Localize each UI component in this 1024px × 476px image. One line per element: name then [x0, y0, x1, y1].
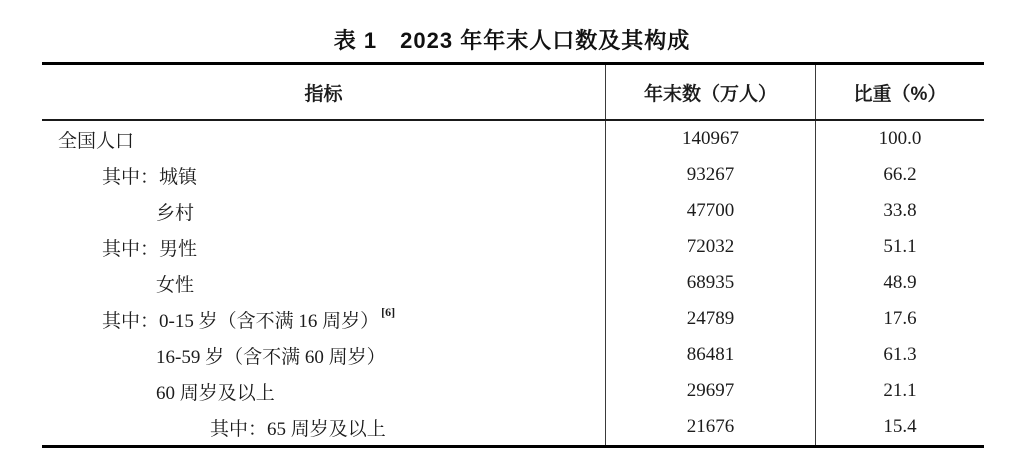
footnote-ref: [6] — [381, 305, 396, 319]
indicator-cell — [42, 409, 605, 445]
indicator-cell — [42, 337, 605, 373]
value-cell: 47700 — [605, 193, 815, 229]
table-row — [42, 337, 984, 373]
value-cell: 29697 — [605, 373, 815, 409]
table-row — [42, 265, 984, 301]
indicator-cell — [42, 121, 605, 157]
table-row — [42, 157, 984, 193]
table-header-row — [42, 65, 984, 121]
indicator-label: 其中：65 周岁及以上 — [210, 418, 386, 440]
share-cell: 48.9 — [815, 265, 984, 301]
share-cell: 66.2 — [815, 157, 984, 193]
header-cell-indicator: 指标 — [304, 83, 343, 105]
population-table — [42, 62, 984, 448]
page-title: 表 1 2023 年年末人口数及其构成 — [333, 28, 691, 53]
share-cell: 100.0 — [815, 121, 984, 157]
share-cell: 21.1 — [815, 373, 984, 409]
share-cell: 17.6 — [815, 301, 984, 337]
indicator-label: 16-59 岁（含不满 60 周岁） — [156, 346, 386, 368]
share-cell: 33.8 — [815, 193, 984, 229]
value-cell: 68935 — [605, 265, 815, 301]
share-cell: 61.3 — [815, 337, 984, 373]
table-row — [42, 301, 984, 337]
indicator-label: 其中：城镇 — [102, 166, 198, 188]
indicator-cell — [42, 301, 605, 337]
indicator-cell — [42, 193, 605, 229]
header-cell-yearend-number: 年末数（万人） — [605, 65, 815, 119]
value-cell: 24789 — [605, 301, 815, 337]
table-row — [42, 409, 984, 445]
table-row — [42, 229, 984, 265]
indicator-cell — [42, 373, 605, 409]
value-cell: 93267 — [605, 157, 815, 193]
share-cell: 51.1 — [815, 229, 984, 265]
share-cell: 15.4 — [815, 409, 984, 445]
value-cell: 21676 — [605, 409, 815, 445]
table-row — [42, 373, 984, 409]
indicator-label: 其中：0-15 岁（含不满 16 周岁） — [102, 310, 380, 332]
indicator-cell — [42, 265, 605, 301]
value-cell: 72032 — [605, 229, 815, 265]
table-row — [42, 121, 984, 157]
value-cell: 140967 — [605, 121, 815, 157]
indicator-label: 乡村 — [156, 202, 195, 224]
value-cell: 86481 — [605, 337, 815, 373]
table-row — [42, 193, 984, 229]
indicator-cell — [42, 229, 605, 265]
indicator-cell — [42, 157, 605, 193]
indicator-label: 全国人口 — [58, 130, 135, 152]
indicator-label: 其中：男性 — [102, 238, 198, 260]
header-cell-share: 比重（%） — [815, 65, 984, 119]
indicator-label: 女性 — [156, 274, 195, 296]
indicator-label: 60 周岁及以上 — [156, 382, 275, 404]
